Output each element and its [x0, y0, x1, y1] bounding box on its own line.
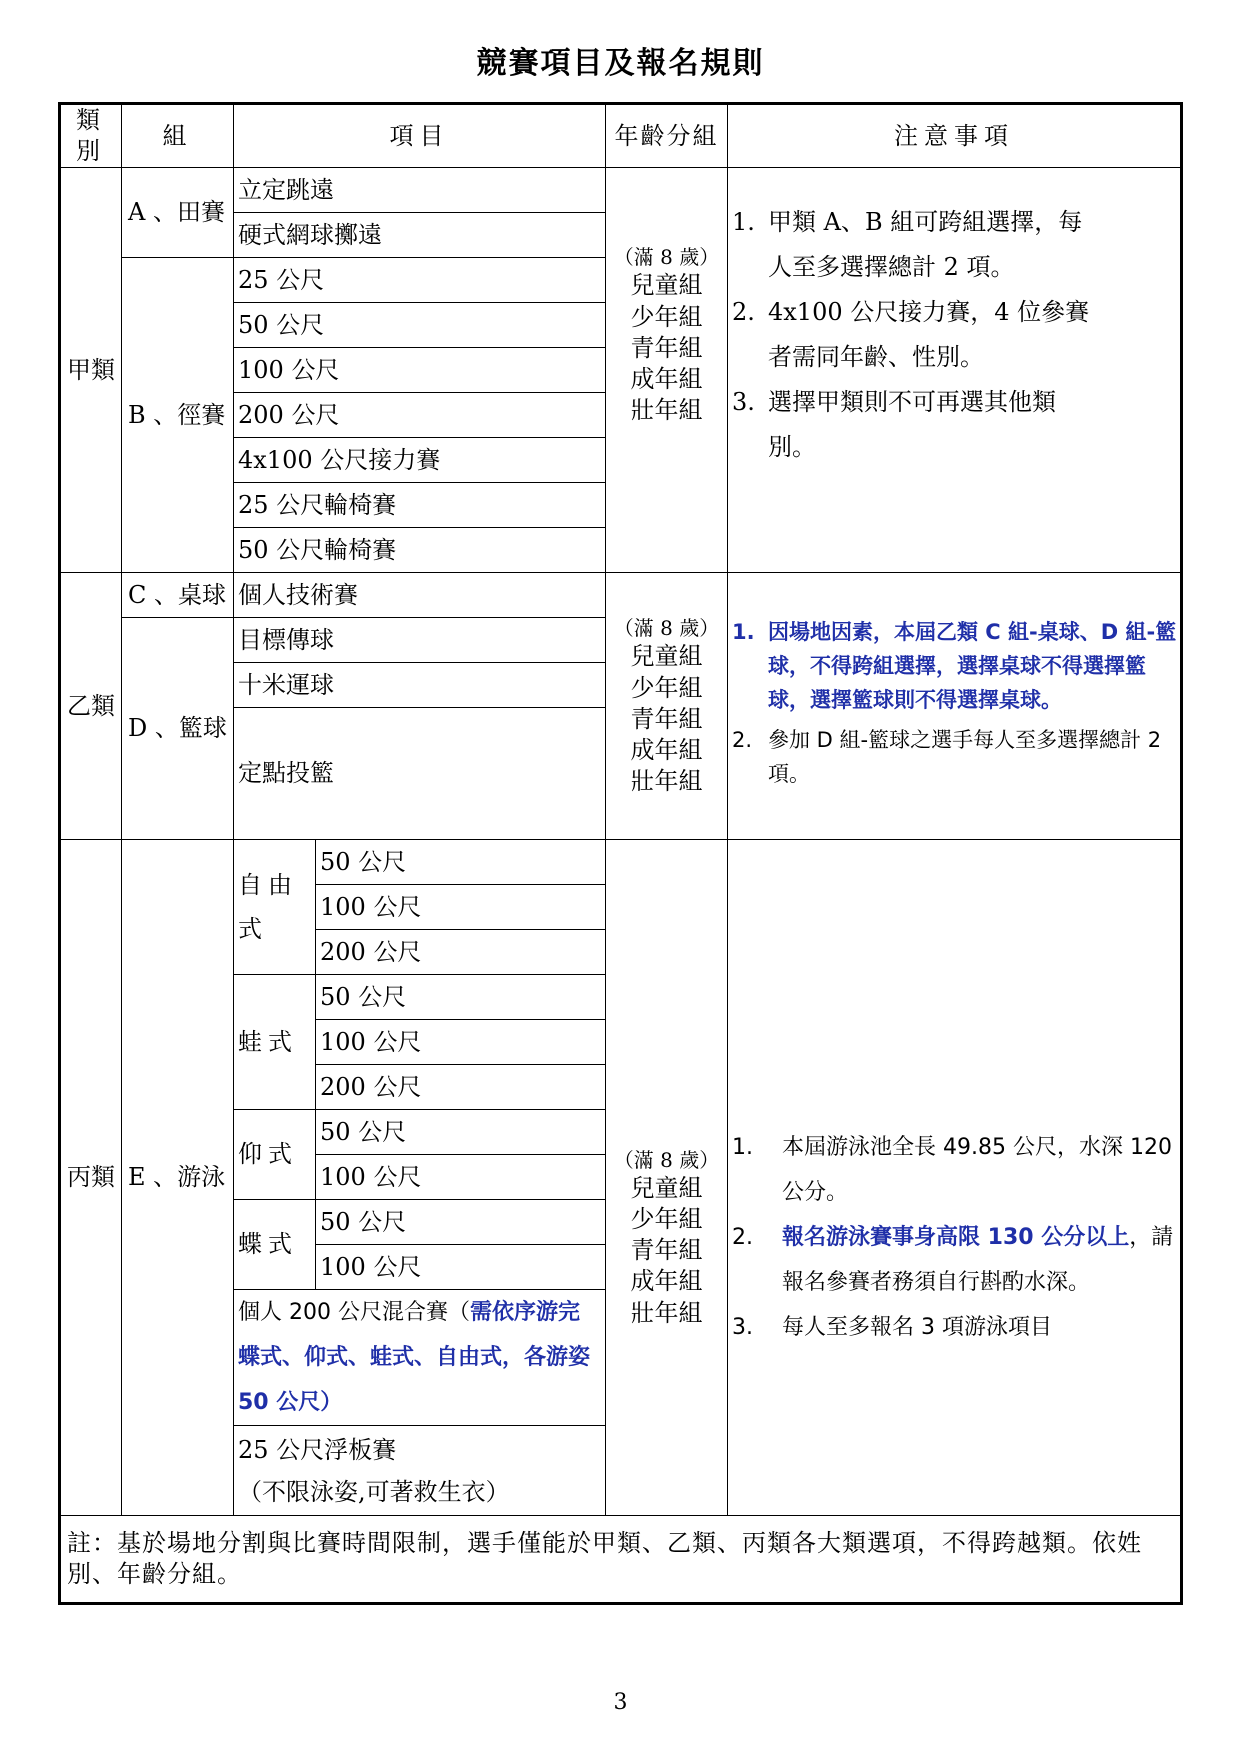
event-item: 100 公尺 [316, 885, 606, 930]
group-b-name: B 、徑賽 [122, 258, 234, 573]
notes-b [728, 573, 1182, 840]
event-item: 50 公尺 [316, 840, 606, 885]
age-group: 成年組 [630, 735, 703, 764]
age-min: （滿 8 歲） [613, 1147, 720, 1172]
note-item: 1. 因場地因素，本屆乙類 C 組-桌球、D 組-籃球，不得跨組選擇，選擇桌球不得選擇籃球，選擇籃球則不得選擇桌球。 [732, 620, 1177, 713]
group-a-name: A 、田賽 [122, 168, 234, 258]
event-item: 50 公尺 [316, 975, 606, 1020]
group-e-name: E 、游泳 [122, 840, 234, 1516]
event-item: 100 公尺 [316, 1155, 606, 1200]
page-title: 競賽項目及報名規則 [476, 46, 765, 81]
event-item: 50 公尺輪椅賽 [234, 528, 606, 573]
note-item: 2. 4x100 公尺接力賽，4 位參賽 [732, 298, 1090, 327]
header-item: 項目 [234, 104, 606, 168]
footnote-row [60, 1516, 1182, 1604]
notes-a [728, 168, 1182, 573]
event-item: 目標傳球 [234, 618, 606, 663]
footnote: 註：基於場地分割與比賽時間限制，選手僅能於甲類、乙類、丙類各大類選項，不得跨越類。依姓別、年齡分組。 [60, 1516, 1182, 1604]
event-item: 100 公尺 [316, 1020, 606, 1065]
event-item: 立定跳遠 [234, 168, 606, 213]
note-item: 1. 甲類 A、B 組可跨組選擇，每 [732, 208, 1083, 237]
event-item: 100 公尺 [234, 348, 606, 393]
table-row [60, 168, 1182, 213]
event-item: 4x100 公尺接力賽 [234, 438, 606, 483]
event-item: 25 公尺 [234, 258, 606, 303]
rules-table [58, 102, 1183, 1605]
stroke-breaststroke: 蛙式 [234, 975, 316, 1110]
age-groups-c [606, 840, 728, 1516]
event-item: 硬式網球擲遠 [234, 213, 606, 258]
event-item: 200 公尺 [234, 393, 606, 438]
age-group: 成年組 [630, 1267, 703, 1296]
event-item: 50 公尺 [316, 1200, 606, 1245]
event-item: 個人技術賽 [234, 573, 606, 618]
note-item: 人至多選擇總計 2 項。 [768, 253, 1015, 282]
event-item: 50 公尺 [234, 303, 606, 348]
age-group: 青年組 [630, 333, 703, 362]
event-item: 50 公尺 [316, 1110, 606, 1155]
age-group: 壯年組 [630, 396, 703, 425]
stroke-butterfly: 蝶式 [234, 1200, 316, 1290]
header-age-group: 年齡分組 [606, 104, 728, 168]
table-header-row [60, 104, 1182, 168]
group-d-name: D 、籃球 [122, 618, 234, 840]
event-item: 200 公尺 [316, 1065, 606, 1110]
kickboard-item: 25 公尺浮板賽 （不限泳姿,可著救生衣） [234, 1426, 606, 1516]
event-item: 定點投籃 [234, 708, 606, 840]
age-group: 成年組 [630, 364, 703, 393]
event-item: 200 公尺 [316, 930, 606, 975]
category-c-name: 丙類 [60, 840, 122, 1516]
stroke-backstroke: 仰式 [234, 1110, 316, 1200]
age-group: 壯年組 [630, 1298, 703, 1327]
event-item: 25 公尺輪椅賽 [234, 483, 606, 528]
age-group: 少年組 [630, 673, 703, 702]
note-item: 者需同年齡、性別。 [768, 343, 984, 372]
age-group: 壯年組 [630, 767, 703, 796]
note-item: 3. 選擇甲類則不可再選其他類 [732, 388, 1056, 417]
medley-item: 個人 200 公尺混合賽（需依序游完蝶式、仰式、蛙式、自由式，各游姿 50 公尺） [234, 1290, 606, 1426]
event-item: 100 公尺 [316, 1245, 606, 1290]
note-item: 2. 報名游泳賽事身高限 130 公分以上，請報名參賽者務須自行斟酌水深。 [732, 1225, 1174, 1296]
age-group: 少年組 [630, 302, 703, 331]
event-item: 十米運球 [234, 663, 606, 708]
note-item: 1. 本屆游泳池全長 49.85 公尺，水深 120 公分。 [732, 1135, 1172, 1206]
page-number: 3 [613, 1690, 628, 1715]
header-notes: 注意事項 [728, 104, 1182, 168]
age-min: （滿 8 歲） [613, 616, 720, 641]
header-category: 類別 [60, 104, 122, 168]
age-group: 兒童組 [630, 271, 703, 300]
age-group: 少年組 [630, 1205, 703, 1234]
age-group: 青年組 [630, 1236, 703, 1265]
note-item: 2. 參加 D 組-籃球之選手每人至多選擇總計 2 項。 [732, 728, 1162, 787]
group-c-name: C 、桌球 [122, 573, 234, 618]
age-min: （滿 8 歲） [613, 245, 720, 270]
notes-c [728, 840, 1182, 1516]
note-item: 別。 [768, 433, 816, 462]
age-group: 兒童組 [630, 1173, 703, 1202]
age-group: 兒童組 [630, 642, 703, 671]
category-a-name: 甲類 [60, 168, 122, 573]
table-row [60, 573, 1182, 618]
note-item: 3. 每人至多報名 3 項游泳項目 [732, 1315, 1052, 1341]
category-b-name: 乙類 [60, 573, 122, 840]
stroke-freestyle: 自由式 [234, 840, 316, 975]
header-group: 組 [122, 104, 234, 168]
age-groups-a [606, 168, 728, 573]
table-row [60, 840, 1182, 885]
age-groups-b [606, 573, 728, 840]
age-group: 青年組 [630, 704, 703, 733]
